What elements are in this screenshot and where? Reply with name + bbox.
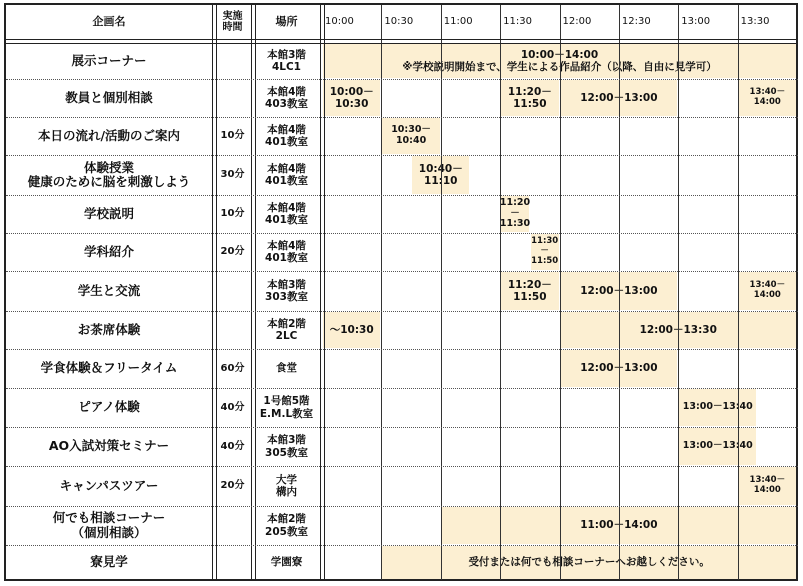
event-block: ～10:30 (323, 312, 380, 348)
row-name: 本日の流れ/活動のご案内 (37, 127, 181, 143)
event-block: 11:30－ 11:50 (531, 234, 559, 270)
row-location: 食堂 (276, 362, 297, 375)
row-location: 本館2階 205教室 (265, 513, 308, 538)
row-location: 本館4階 403教室 (265, 85, 308, 110)
event-block: 11:20－ 11:30 (501, 196, 529, 232)
row-duration (215, 506, 250, 545)
time-divider (738, 5, 739, 580)
row-divider (6, 349, 798, 350)
row-divider (6, 388, 798, 389)
row-divider (6, 466, 798, 467)
row-name: お茶席体験 (77, 321, 141, 337)
row-location: 本館4階 401教室 (265, 123, 308, 148)
row-location: 1号館5階 E.M.L教室 (259, 395, 314, 420)
header-time-1200: 12:00 (562, 16, 592, 28)
time-divider (381, 5, 382, 580)
row-name: ピアノ体験 (78, 399, 140, 415)
row-divider (6, 195, 798, 196)
header-divider (6, 39, 798, 44)
header-time-1030: 10:30 (384, 16, 414, 28)
row-duration (215, 79, 250, 117)
row-name: 体験授業 健康のために脳を刺激しよう (27, 159, 191, 189)
event-block: 13:00－13:40 (679, 428, 756, 465)
row-divider (6, 79, 798, 80)
event-block: 13:40－ 14:00 (739, 467, 796, 505)
event-block: 12:00－13:00 (561, 350, 678, 387)
time-divider (441, 5, 442, 580)
row-divider (6, 506, 798, 507)
row-divider (6, 311, 798, 312)
row-location: 本館2階 2LC (267, 317, 306, 342)
header-name: 企画名 (92, 14, 126, 28)
row-duration (215, 545, 250, 580)
column-divider (251, 5, 256, 580)
time-divider (619, 5, 620, 580)
row-name: 教員と個別相談 (65, 89, 153, 105)
event-block: 13:40－ 14:00 (739, 272, 796, 310)
row-location: 本館4階 401教室 (265, 201, 308, 226)
event-block: 10:30－ 10:40 (382, 118, 439, 154)
row-divider (6, 117, 798, 118)
event-block: 12:00－13:00 (561, 272, 678, 310)
time-divider (560, 5, 561, 580)
row-duration: 20分 (220, 480, 245, 492)
row-duration: 30分 (220, 169, 245, 181)
header-time-1230: 12:30 (621, 16, 651, 28)
header-duration: 実施 時間 (222, 10, 243, 33)
row-name: 学科紹介 (83, 243, 134, 259)
row-location: 本館3階 4LC1 (267, 48, 306, 73)
event-block: 12:00－13:30 (561, 312, 797, 348)
row-location: 本館4階 401教室 (265, 162, 308, 187)
event-block: 13:00－13:40 (679, 389, 756, 426)
row-name: 寮見学 (90, 554, 128, 570)
row-duration (215, 311, 250, 349)
row-divider (6, 545, 798, 546)
row-divider (6, 233, 798, 234)
header-time-1300: 13:00 (681, 16, 711, 28)
time-divider (500, 5, 501, 580)
event-block: 10:00－14:00 ※学校説明開始まで、学生による作品紹介（以降、自由に見学可） (323, 44, 796, 78)
row-divider (6, 427, 798, 428)
time-divider (678, 5, 679, 580)
row-duration (215, 271, 250, 311)
row-divider (6, 271, 798, 272)
event-block: 11:20－ 11:50 (501, 272, 558, 310)
row-duration: 10分 (220, 130, 245, 142)
header-time-1330: 13:30 (740, 16, 770, 28)
row-location: 本館4階 401教室 (265, 239, 308, 264)
header-time-1000: 10:00 (325, 16, 354, 28)
row-name: AO入試対策セミナー (48, 438, 170, 454)
event-block: 11:20－ 11:50 (501, 80, 558, 116)
column-divider (320, 5, 325, 580)
header-location: 場所 (275, 14, 298, 28)
row-name: 学食体験＆フリータイム (40, 360, 178, 376)
row-name: 学校説明 (83, 205, 134, 221)
header-time-1130: 11:30 (503, 16, 532, 28)
event-block: 受付または何でも相談コーナーへお越しください。 (382, 546, 796, 579)
event-block: 12:00－13:00 (561, 80, 678, 116)
row-duration: 60分 (220, 362, 245, 374)
row-location: 学園寮 (270, 556, 303, 569)
row-divider (6, 155, 798, 156)
row-location: 大学 構内 (276, 473, 297, 498)
event-block: 10:40－ 11:10 (412, 156, 469, 194)
row-name: キャンパスツアー (59, 477, 159, 493)
column-divider (212, 5, 217, 580)
header-time-1100: 11:00 (443, 16, 473, 28)
row-location: 本館3階 305教室 (265, 434, 308, 459)
row-duration: 20分 (220, 246, 245, 258)
row-location: 本館3階 303教室 (265, 278, 308, 303)
event-block: 11:00－14:00 (442, 507, 796, 544)
row-name: 学生と交流 (77, 282, 141, 298)
row-duration (215, 43, 250, 79)
row-duration: 10分 (220, 208, 245, 220)
row-duration: 40分 (220, 401, 245, 413)
row-name: 展示コーナー (71, 52, 147, 68)
row-name: 何でも相談コーナー （個別相談） (52, 510, 166, 540)
row-duration: 40分 (220, 440, 245, 452)
event-block: 13:40－ 14:00 (739, 80, 796, 116)
event-block: 10:00－ 10:30 (323, 80, 380, 116)
